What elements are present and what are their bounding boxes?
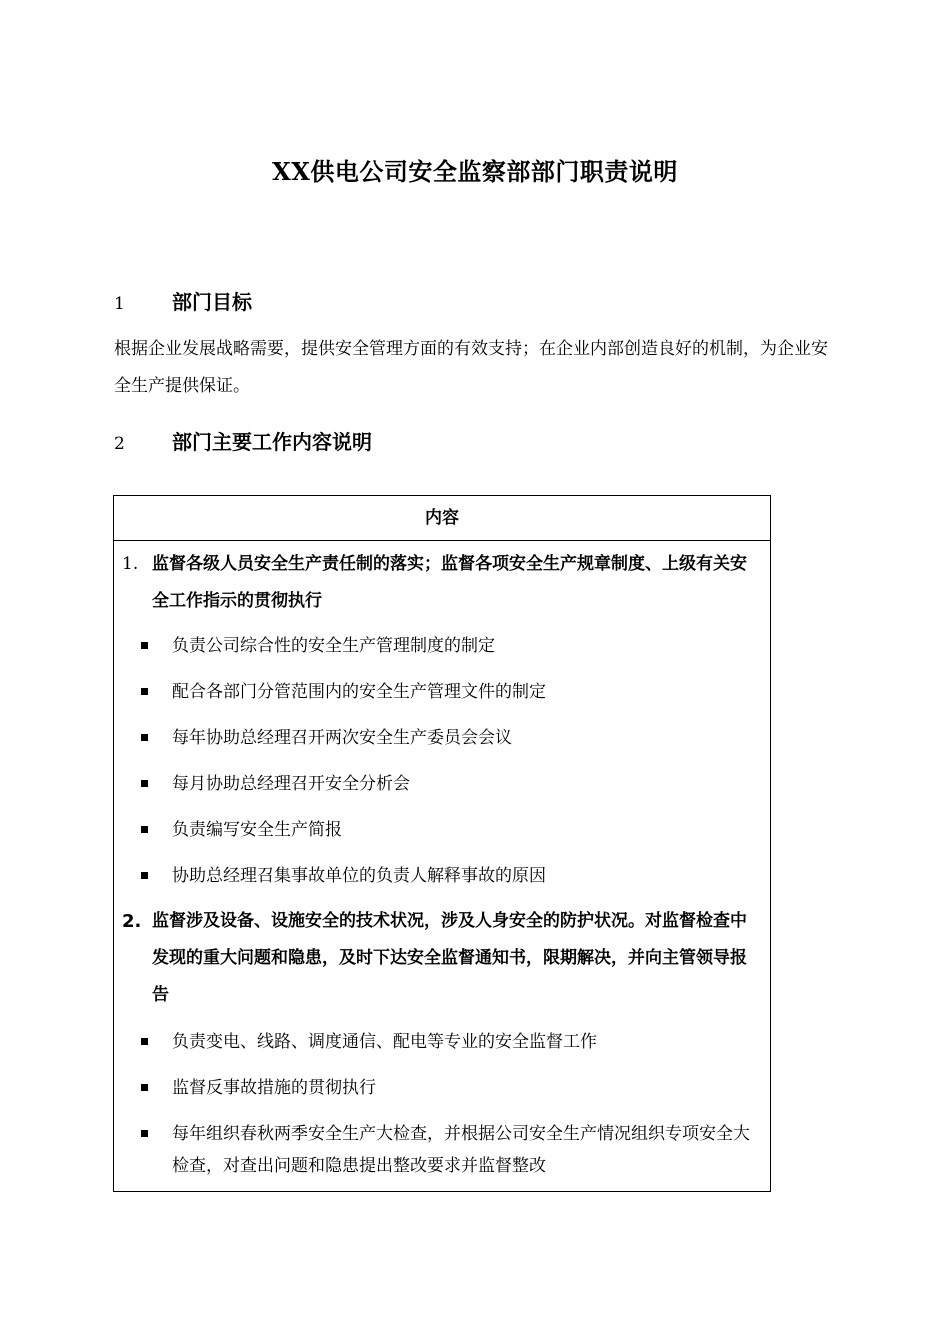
list-item-text: 监督反事故措施的贯彻执行 (172, 1078, 376, 1098)
duties-table (113, 495, 771, 1192)
list-item (138, 1026, 758, 1058)
duty-item-number: 1. (122, 554, 139, 574)
list-item (138, 630, 758, 662)
list-item-text: 负责变电、线路、调度通信、配电等专业的安全监督工作 (172, 1032, 597, 1052)
duty-item-text: 监督各级人员安全生产责任制的落实；监督各项安全生产规章制度、上级有关安全工作指示的贯彻执行 (152, 554, 747, 611)
duty-item-number: 2. (122, 911, 142, 932)
square-bullet-icon (141, 1038, 148, 1045)
list-item (138, 860, 758, 892)
list-item-text: 每年组织春秋两季安全生产大检查，并根据公司安全生产情况组织专项安全大检查，对查出问题和隐患提出整改要求并监督整改 (172, 1124, 750, 1176)
list-item-text: 每年协助总经理召开两次安全生产委员会会议 (172, 728, 512, 748)
section-number: 1 (114, 294, 125, 314)
section-title: 部门主要工作内容说明 (172, 430, 372, 454)
section-title: 部门目标 (172, 290, 252, 314)
list-item (138, 1072, 758, 1104)
square-bullet-icon (141, 642, 148, 649)
square-bullet-icon (141, 1084, 148, 1091)
square-bullet-icon (141, 734, 148, 741)
list-item (138, 768, 758, 800)
page-title: XX供电公司安全监察部部门职责说明 (272, 157, 678, 186)
section-heading-1 (114, 287, 252, 317)
list-item-text: 负责编写安全生产简报 (172, 820, 342, 840)
section-heading-2 (114, 427, 372, 457)
square-bullet-icon (141, 780, 148, 787)
list-item (138, 814, 758, 846)
list-item (138, 676, 758, 708)
square-bullet-icon (141, 1130, 148, 1137)
list-item (138, 722, 758, 754)
square-bullet-icon (141, 872, 148, 879)
table-header: 内容 (114, 496, 770, 541)
list-item-text: 每月协助总经理召开安全分析会 (172, 774, 410, 794)
list-item-text: 配合各部门分管范围内的安全生产管理文件的制定 (172, 682, 546, 702)
duty-item-text: 监督涉及设备、设施安全的技术状况，涉及人身安全的防护状况。对监督检查中发现的重大问题和隐患，及时下达安全监督通知书，限期解决，并向主管领导报告 (152, 911, 747, 1005)
square-bullet-icon (141, 688, 148, 695)
list-item-text: 负责公司综合性的安全生产管理制度的制定 (172, 636, 495, 656)
list-item-text: 协助总经理召集事故单位的负责人解释事故的原因 (172, 866, 546, 886)
duty-item-heading (122, 546, 762, 620)
square-bullet-icon (141, 826, 148, 833)
section-number: 2 (114, 434, 125, 454)
section-paragraph: 根据企业发展战略需要，提供安全管理方面的有效支持；在企业内部创造良好的机制，为企业安全生产提供保证。 (114, 339, 828, 396)
duty-item-heading (122, 903, 762, 1014)
list-item (138, 1118, 758, 1182)
